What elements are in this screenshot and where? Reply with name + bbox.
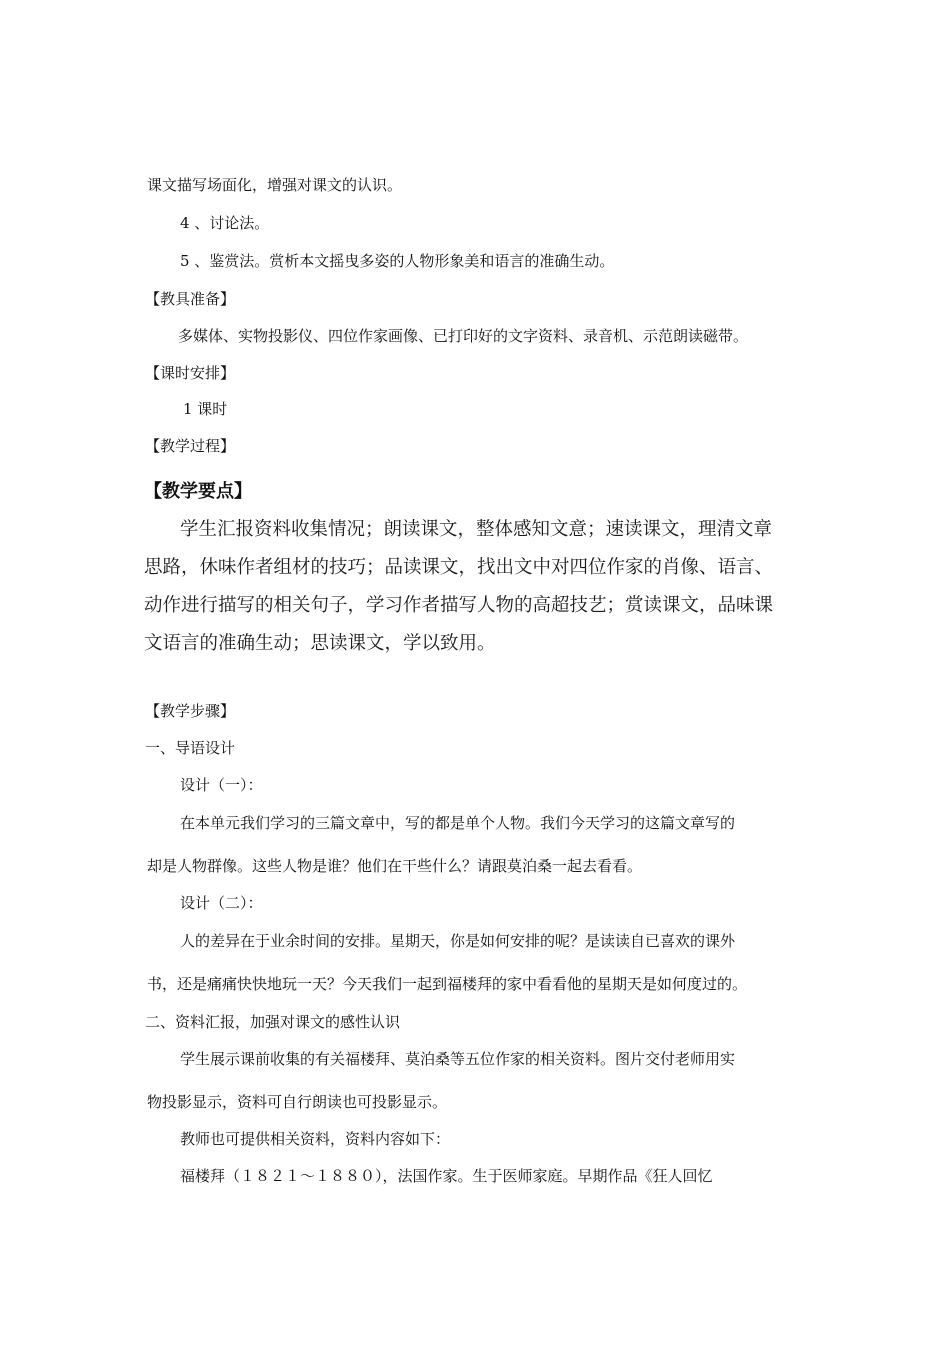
paragraph-line: 物投影显示，资料可自行朗读也可投影显示。 (147, 1093, 448, 1111)
paragraph-line: 却是人物群像。这些人物是谁？他们在干些什么？请跟莫泊桑一起去看看。 (147, 857, 643, 875)
paragraph-line: 课文描写场面化，增强对课文的认识。 (147, 176, 403, 194)
section-heading-schedule: 【课时安排】 (145, 364, 236, 382)
design-label-two: 设计（二）： (180, 894, 263, 912)
key-points-line: 思路，休味作者组材的技巧；品读课文，找出文中对四位作家的肖像、语言、 (144, 557, 774, 578)
key-points-line: 文语言的准确生动；思读课文，学以致用。 (144, 633, 496, 654)
paragraph-line: 福楼拜（１８２１～１８８０），法国作家。生于医师家庭。早期作品《狂人回忆 (180, 1167, 713, 1185)
design-label-one: 设计（一）： (180, 776, 263, 794)
key-points-line: 动作进行描写的相关句子，学习作者描写人物的高超技艺；赏读课文，品味课 (144, 595, 774, 616)
method-item-appreciation: 5 、鉴赏法。赏析本文摇曳多姿的人物形象美和语言的准确生动。 (180, 252, 615, 270)
paragraph-line: 人的差异在于业余时间的安排。星期天，你是如何安排的呢？是读读自已喜欢的课外 (180, 932, 736, 950)
paragraph-line: 学生展示课前收集的有关福楼拜、莫泊桑等五位作家的相关资料。图片交付老师用实 (180, 1050, 736, 1068)
materials-text: 多媒体、实物投影仪、四位作家画像、已打印好的文字资料、录音机、示范朗读磁带。 (178, 327, 749, 345)
paragraph-line: 书，还是痛痛快快地玩一天？今天我们一起到福楼拜的家中看看他的星期天是如何度过的。 (147, 975, 748, 993)
method-item-discussion: 4 、讨论法。 (180, 214, 270, 232)
key-points-heading: 【教学要点】 (144, 481, 252, 502)
step-heading-materials-report: 二、资料汇报，加强对课文的感性认识 (145, 1013, 401, 1031)
section-heading-materials: 【教具准备】 (145, 290, 236, 308)
key-points-line: 学生汇报资料收集情况；朗读课文，整体感知文意；速读课文，理清文章 (180, 519, 773, 540)
section-heading-process: 【教学过程】 (145, 437, 236, 455)
step-heading-intro: 一、导语设计 (145, 739, 236, 757)
section-heading-steps: 【教学步骤】 (145, 702, 236, 720)
paragraph-line: 教师也可提供相关资料，资料内容如下： (180, 1130, 451, 1148)
paragraph-line: 在本单元我们学习的三篇文章中，写的都是单个人物。我们今天学习的这篇文章写的 (180, 814, 736, 832)
schedule-text: 1 课时 (183, 400, 228, 418)
